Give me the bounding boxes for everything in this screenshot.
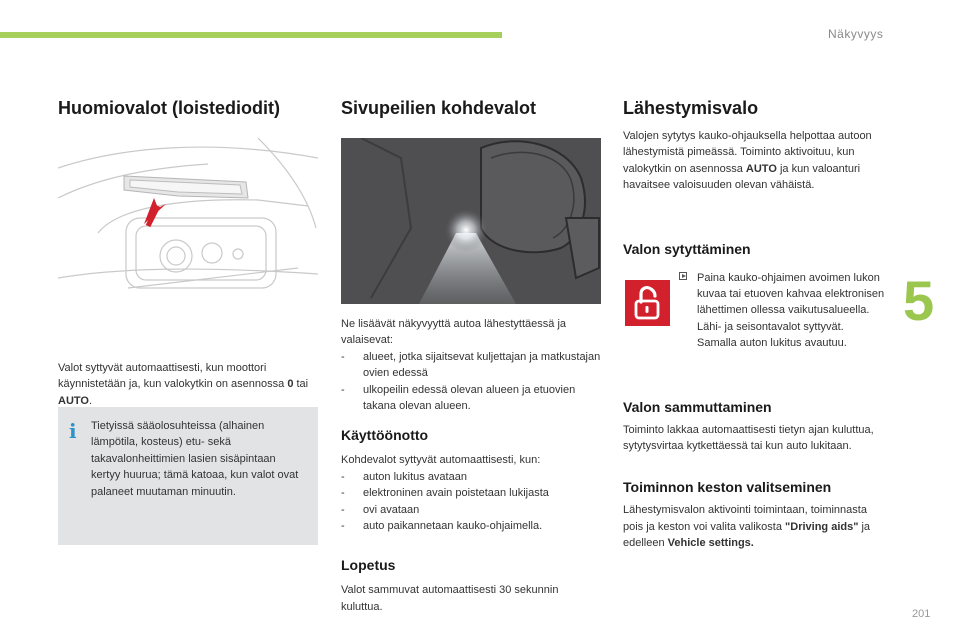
- page-number: 201: [912, 608, 931, 620]
- daytime-lights-title: Huomiovalot (loistediodit): [58, 98, 280, 118]
- activation-list: [341, 469, 601, 535]
- info-note-text: Tietyissä sääolosuhteissa (alhainen lämpötila, kosteus) etu- sekä takavalonheittimien lasien sisäpintaan kertyy huurua; tämä katoaa, kun valot ovat palaneet muutaman minuutin.: [91, 420, 299, 498]
- list-item: - alueet, jotka sijaitsevat kuljettajan ja matkustajan ovien edessä: [341, 349, 601, 382]
- switch-on-title: Valon sytyttäminen: [623, 240, 751, 257]
- approach-light-title: Lähestymisvalo: [623, 98, 759, 118]
- approach-light-intro: Valojen sytytys kauko-ohjauksella helpottaa autoon lähestymistä pimeässä. Toiminto aktivoituu, kun valokytkin on asennossa AUTO ja kun valoanturi havaitsee valoisuuden olevan vähäistä.: [623, 130, 872, 192]
- headlight-drawing: [58, 138, 318, 304]
- stop-title: Lopetus: [341, 557, 396, 574]
- activation-title: Käyttöönotto: [341, 427, 429, 444]
- headlight-illustration: [58, 138, 318, 304]
- list-item: - auto paikannetaan kauko-ohjaimella.: [341, 518, 601, 534]
- list-item: - ovi avataan: [341, 502, 601, 518]
- mirror-lights-intro: Ne lisäävät näkyvyyttä autoa lähestyttäessä ja valaisevat:: [341, 318, 567, 347]
- column-mirror-lights: [341, 96, 601, 615]
- chapter-number: 5: [903, 269, 935, 332]
- arrow-bullet-icon: [679, 272, 687, 280]
- switch-off-text: Toiminto lakkaa automaattisesti tietyn ajan kuluttua, sytytysvirtaa kytkettäessä tai kun auto lukitaan.: [623, 423, 874, 453]
- mirror-drawing: [341, 138, 601, 304]
- header-accent-bar: [0, 32, 502, 38]
- daytime-lights-text: Valot syttyvät automaattisesti, kun moottori käynnistetään ja, kun valokytkin on asennossa 0 tai AUTO.: [58, 362, 309, 407]
- mirror-lights-title: Sivupeilien kohdevalot: [341, 98, 537, 118]
- column-daytime-lights: [58, 96, 318, 409]
- section-title: Näkyvyys: [828, 27, 884, 41]
- mirror-light-illustration: [341, 138, 601, 304]
- info-note: [58, 407, 318, 545]
- switch-on-instruction: Paina kauko-ohjaimen avoimen lukon kuvaa tai etuoven kahvaa elektronisen lähettimen ollessa vaikutusalueella. Lähi- ja seisontavalot syttyvät. Samalla auton lukitus avautuu.: [679, 270, 885, 352]
- activation-intro: Kohdevalot syttyvät automaattisesti, kun:: [341, 454, 541, 467]
- mirror-lights-areas: [341, 349, 601, 415]
- info-icon: i: [69, 419, 77, 443]
- duration-title: Toiminnon keston valitseminen: [623, 479, 832, 496]
- duration-text: Lähestymisvalon aktivointi toimintaan, toiminnasta pois ja keston voi valita valikosta "Driving aids" ja edelleen Vehicle settings.: [623, 504, 871, 550]
- stop-text: Valot sammuvat automaattisesti 30 sekunnin kuluttua.: [341, 584, 559, 613]
- list-item: - elektroninen avain poistetaan lukijasta: [341, 485, 601, 501]
- unlock-padlock-icon: [625, 280, 670, 326]
- list-item: - ulkopeilin edessä olevan alueen ja etuovien takana olevan alueen.: [341, 382, 601, 415]
- switch-off-title: Valon sammuttaminen: [623, 398, 772, 415]
- list-item: - auton lukitus avataan: [341, 469, 601, 485]
